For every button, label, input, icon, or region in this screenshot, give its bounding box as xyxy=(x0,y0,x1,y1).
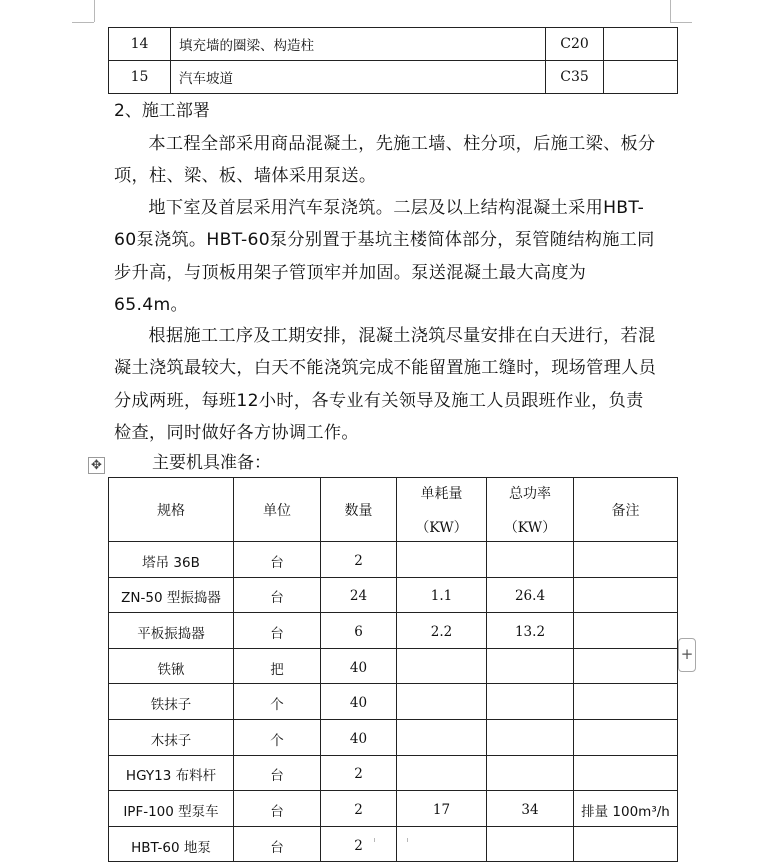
table-row xyxy=(109,613,678,649)
cell-unit: 台 xyxy=(234,542,321,578)
cell-unit-power xyxy=(397,719,487,755)
concrete-grade: C20 xyxy=(546,28,604,61)
cell-qty: 6 xyxy=(321,613,397,649)
cell-unit: 台 xyxy=(234,613,321,649)
header-qty: 数量 xyxy=(321,478,397,542)
cell-note xyxy=(574,684,678,720)
paragraph-text: 地下室及首层采用汽车泵浇筑。二层及以上结构混凝土采用HBT-60泵浇筑。HBT-60泵分别置于基坑主楼简体部分，泵管随结构施工同步升高，与顶板用架子管顶牢并加固。泵送混凝土最大高度为65.4m。 xyxy=(114,198,655,315)
cell-qty: 40 xyxy=(321,684,397,720)
paragraph xyxy=(114,320,659,449)
subheading: 主要机具准备： xyxy=(152,453,271,473)
cell-unit-power xyxy=(397,542,487,578)
table-row xyxy=(109,684,678,720)
cell-spec: 塔吊 36B xyxy=(109,542,234,578)
header-total-power xyxy=(487,478,574,542)
paragraph-text: 本工程全部采用商品混凝土，先施工墙、柱分项，后施工梁、板分项，柱、梁、板、墙体采用泵送。 xyxy=(114,134,656,187)
cell-total-power: 13.2 xyxy=(487,613,574,649)
table-row xyxy=(109,826,678,862)
table-move-handle[interactable] xyxy=(88,457,105,474)
table-header-row xyxy=(109,478,678,542)
structure-part: 汽车坡道 xyxy=(171,61,546,94)
margin-guide-top-right-v xyxy=(670,0,671,22)
cell-unit-power xyxy=(397,648,487,684)
cell-note xyxy=(574,577,678,613)
row-number: 15 xyxy=(109,61,171,94)
structure-part: 填充墙的圈梁、构造柱 xyxy=(171,28,546,61)
cell-total-power xyxy=(487,719,574,755)
table-row xyxy=(109,648,678,684)
header-spec: 规格 xyxy=(109,478,234,542)
concrete-grade-table xyxy=(108,27,678,94)
empty-cell xyxy=(604,61,678,94)
table-row xyxy=(109,719,678,755)
cell-total-power xyxy=(487,648,574,684)
header-unit: 单位 xyxy=(234,478,321,542)
header-note: 备注 xyxy=(574,478,678,542)
cell-total-power: 26.4 xyxy=(487,577,574,613)
cell-total-power xyxy=(487,826,574,862)
cell-spec: 铁抹子 xyxy=(109,684,234,720)
cell-total-power xyxy=(487,684,574,720)
cell-note xyxy=(574,755,678,791)
header-unit-power-unit: （KW） xyxy=(415,519,468,536)
cell-unit: 个 xyxy=(234,684,321,720)
table-row xyxy=(109,577,678,613)
cell-spec: HBT-60 地泵 xyxy=(109,826,234,862)
cell-unit: 把 xyxy=(234,648,321,684)
cell-total-power: 34 xyxy=(487,791,574,827)
move-cross-icon: ✥ xyxy=(91,458,102,473)
cell-spec: ZN-50 型振捣器 xyxy=(109,577,234,613)
cell-qty: 2 xyxy=(321,791,397,827)
plus-icon: + xyxy=(680,645,694,663)
paragraph xyxy=(114,192,659,321)
margin-guide-top-left-v xyxy=(94,0,95,22)
cell-spec: 木抹子 xyxy=(109,719,234,755)
cell-qty: 40 xyxy=(321,719,397,755)
cell-unit-power xyxy=(397,684,487,720)
table-row xyxy=(109,791,678,827)
cell-spec: 铁锹 xyxy=(109,648,234,684)
section-heading: 2、施工部署 xyxy=(114,101,210,121)
cell-unit: 台 xyxy=(234,755,321,791)
row-number: 14 xyxy=(109,28,171,61)
cell-unit-power xyxy=(397,755,487,791)
cell-spec: HGY13 布料杆 xyxy=(109,755,234,791)
empty-cell xyxy=(604,28,678,61)
cell-unit-power: 1.1 xyxy=(397,577,487,613)
table-row xyxy=(109,61,678,94)
cell-note xyxy=(574,719,678,755)
cell-note xyxy=(574,542,678,578)
add-row-button[interactable] xyxy=(678,638,696,672)
cell-spec: 平板振捣器 xyxy=(109,613,234,649)
margin-guide-top-left-h xyxy=(72,22,94,23)
header-total-power-label: 总功率 xyxy=(509,485,551,502)
table-row xyxy=(109,755,678,791)
cell-qty: 2 xyxy=(321,826,397,862)
cell-qty: 2 xyxy=(321,755,397,791)
equipment-table xyxy=(108,477,678,862)
cell-unit: 台 xyxy=(234,826,321,862)
cell-unit-power xyxy=(397,826,487,862)
paragraph-text: 根据施工工序及工期安排，混凝土浇筑尽量安排在白天进行，若混凝土浇筑最较大，白天不能浇筑完成不能留置施工缝时，现场管理人员分成两班，每班12小时，各专业有关领导及施工人员跟班作业，负责检查，同时做好各方协调工作。 xyxy=(114,326,657,443)
cell-note xyxy=(574,826,678,862)
header-unit-power-label: 单耗量 xyxy=(420,485,463,502)
margin-guide-top-right-h xyxy=(670,22,692,23)
header-total-power-unit: （KW） xyxy=(503,519,557,536)
cell-unit-power: 2.2 xyxy=(397,613,487,649)
table-row xyxy=(109,542,678,578)
cell-unit-power: 17 xyxy=(397,791,487,827)
header-unit-power xyxy=(397,478,487,542)
paragraph xyxy=(114,128,659,193)
cell-total-power xyxy=(487,755,574,791)
concrete-grade: C35 xyxy=(546,61,604,94)
cell-total-power xyxy=(487,542,574,578)
cell-unit: 台 xyxy=(234,577,321,613)
cell-unit: 台 xyxy=(234,791,321,827)
cell-spec: IPF-100 型泵车 xyxy=(109,791,234,827)
cell-qty: 2 xyxy=(321,542,397,578)
table-row xyxy=(109,28,678,61)
cell-unit: 个 xyxy=(234,719,321,755)
cell-qty: 40 xyxy=(321,648,397,684)
cell-qty: 24 xyxy=(321,577,397,613)
cell-note xyxy=(574,613,678,649)
cell-note: 排量 100m³/h xyxy=(574,791,678,827)
cell-note xyxy=(574,648,678,684)
